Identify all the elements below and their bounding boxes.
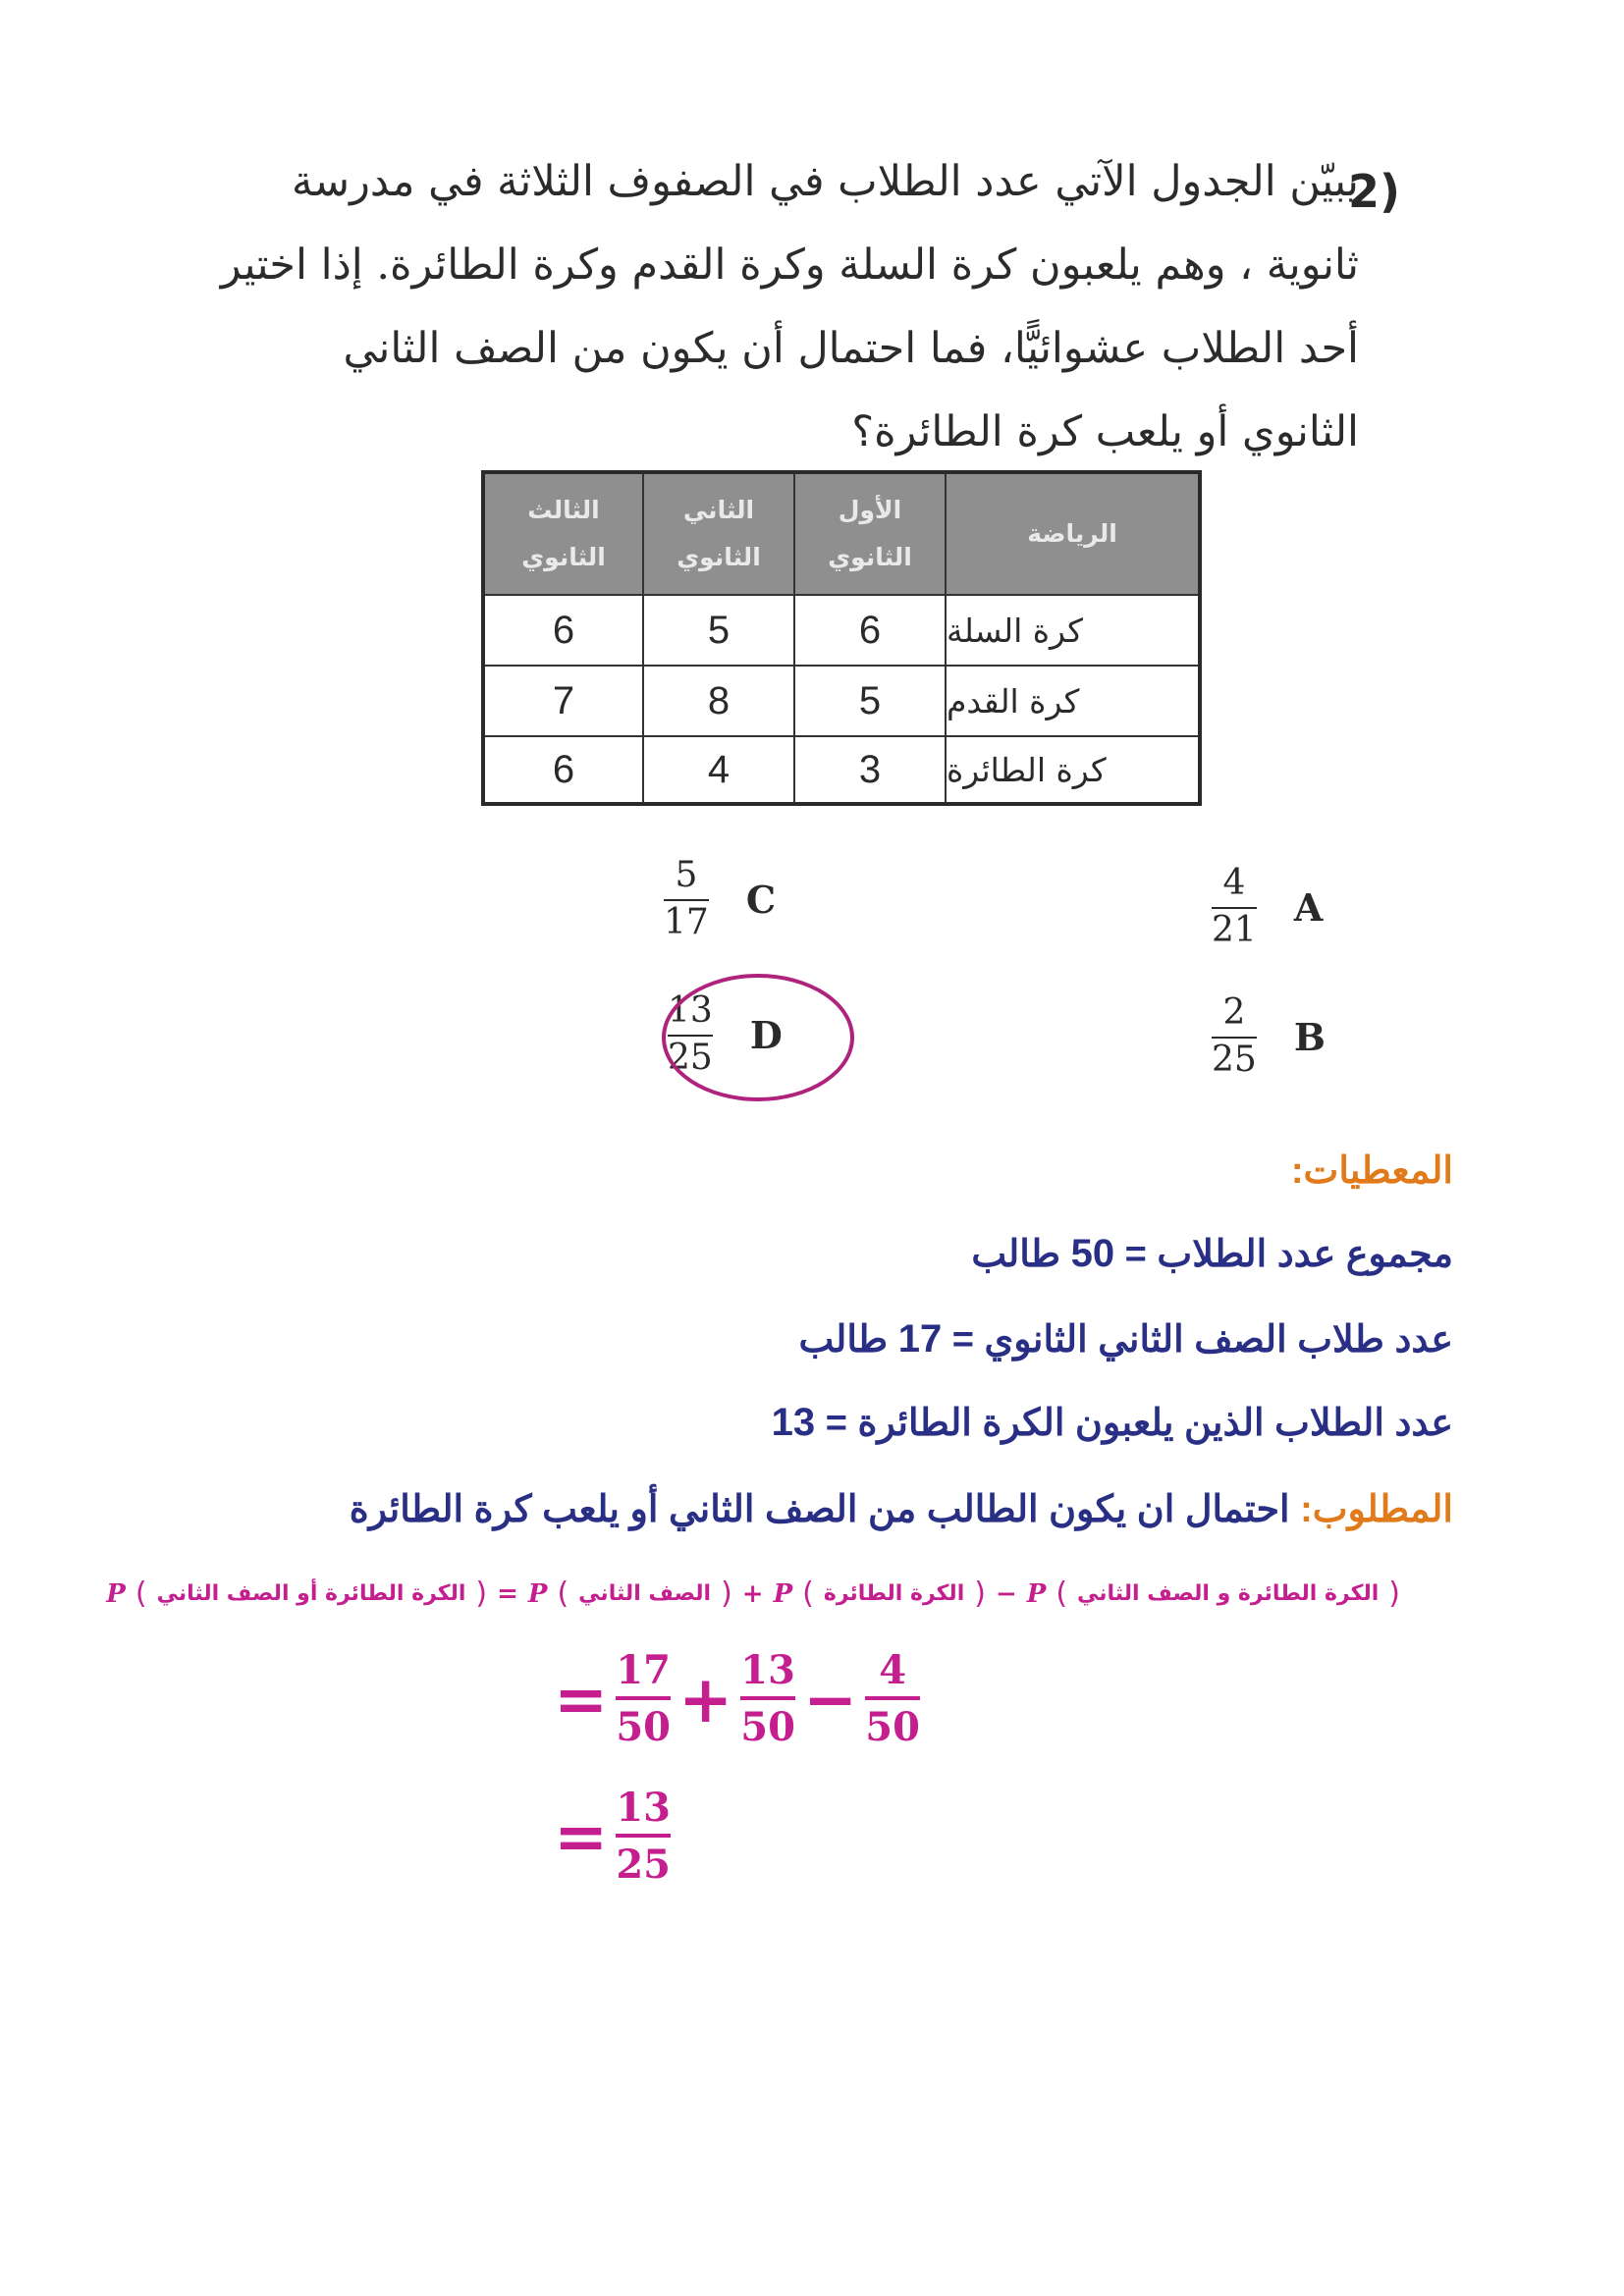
probability-formula: P ( الكرة الطائرة أو الصف الثاني ) = P ( الصف الثاني ) + P ( الكرة الطائرة ) − P ( الكرة الطائرة و الصف الثاني ) [106,1576,1400,1611]
choice-c[interactable] [664,856,776,942]
header-first-grade: الأول الثانوي [793,474,945,594]
givens-label: المعطيات: [1290,1150,1453,1192]
row-volleyball-sport: كرة الطائرة [945,735,1198,802]
choice-a-fraction: $\frac{4}{21}$ [1212,863,1257,950]
selected-answer-circle [662,974,854,1101]
choice-c-letter: C [745,877,777,922]
row-basketball-sport: كرة السلة [945,594,1198,665]
row-football-second: 8 [642,665,793,735]
header-second-grade: الثاني الثانوي [642,474,793,594]
row-volleyball-third: 6 [485,735,642,802]
row-football-first: 5 [793,665,945,735]
question-line-2: ثانوية ، وهم يلعبون كرة السلة وكرة القدم وكرة الطائرة. إذا اختير [220,240,1359,290]
choice-b-fraction: $\frac{2}{25}$ [1212,992,1257,1080]
row-volleyball-second: 4 [642,735,793,802]
row-volleyball-first: 3 [793,735,945,802]
row-basketball-third: 6 [485,594,642,665]
given-volleyball: عدد الطلاب الذين يلعبون الكرة الطائرة = 13 [771,1401,1453,1444]
given-total: مجموع عدد الطلاب = 50 طالب [971,1232,1453,1275]
fraction-volley: 13 50 [740,1647,795,1750]
choice-b-letter: B [1293,1014,1326,1059]
question-line-4: الثانوي أو يلعب كرة الطائرة؟ [851,407,1359,456]
choice-c-fraction: $\frac{5}{17}$ [664,855,709,942]
row-basketball-second: 5 [642,594,793,665]
required-line: المطلوب: احتمال ان يكون الطالب من الصف الثاني أو يلعب كرة الطائرة [349,1489,1453,1530]
question-number: 2) [1347,165,1400,218]
choice-b[interactable] [1212,993,1326,1080]
fraction-intersection: 4 50 [865,1647,920,1750]
result-fraction: 13 25 [616,1785,671,1888]
header-sport: الرياضة [945,474,1198,594]
data-table [481,470,1202,806]
calculation-step: = 17 50 + 13 50 − 4 50 [554,1647,920,1750]
required-label: المطلوب: [1300,1489,1453,1530]
question-line-3: أحد الطلاب عشوائيًّا، فما احتمال أن يكون من الصف الثاني [343,324,1359,373]
final-result: = 13 25 [554,1785,671,1888]
row-football-third: 7 [485,665,642,735]
fraction-second: 17 50 [616,1647,671,1750]
choice-d-letter: D [749,1012,783,1057]
row-football-sport: كرة القدم [945,665,1198,735]
row-basketball-first: 6 [793,594,945,665]
given-second-grade: عدد طلاب الصف الثاني الثانوي = 17 طالب [798,1317,1453,1361]
choice-a-letter: A [1293,884,1324,930]
question-line-1: يبيّن الجدول الآتي عدد الطلاب في الصفوف الثلاثة في مدرسة [292,157,1359,206]
header-third-grade: الثالث الثانوي [485,474,642,594]
choice-d-fraction: $\frac{13}{25}$ [668,990,713,1078]
choice-a[interactable] [1212,864,1323,950]
